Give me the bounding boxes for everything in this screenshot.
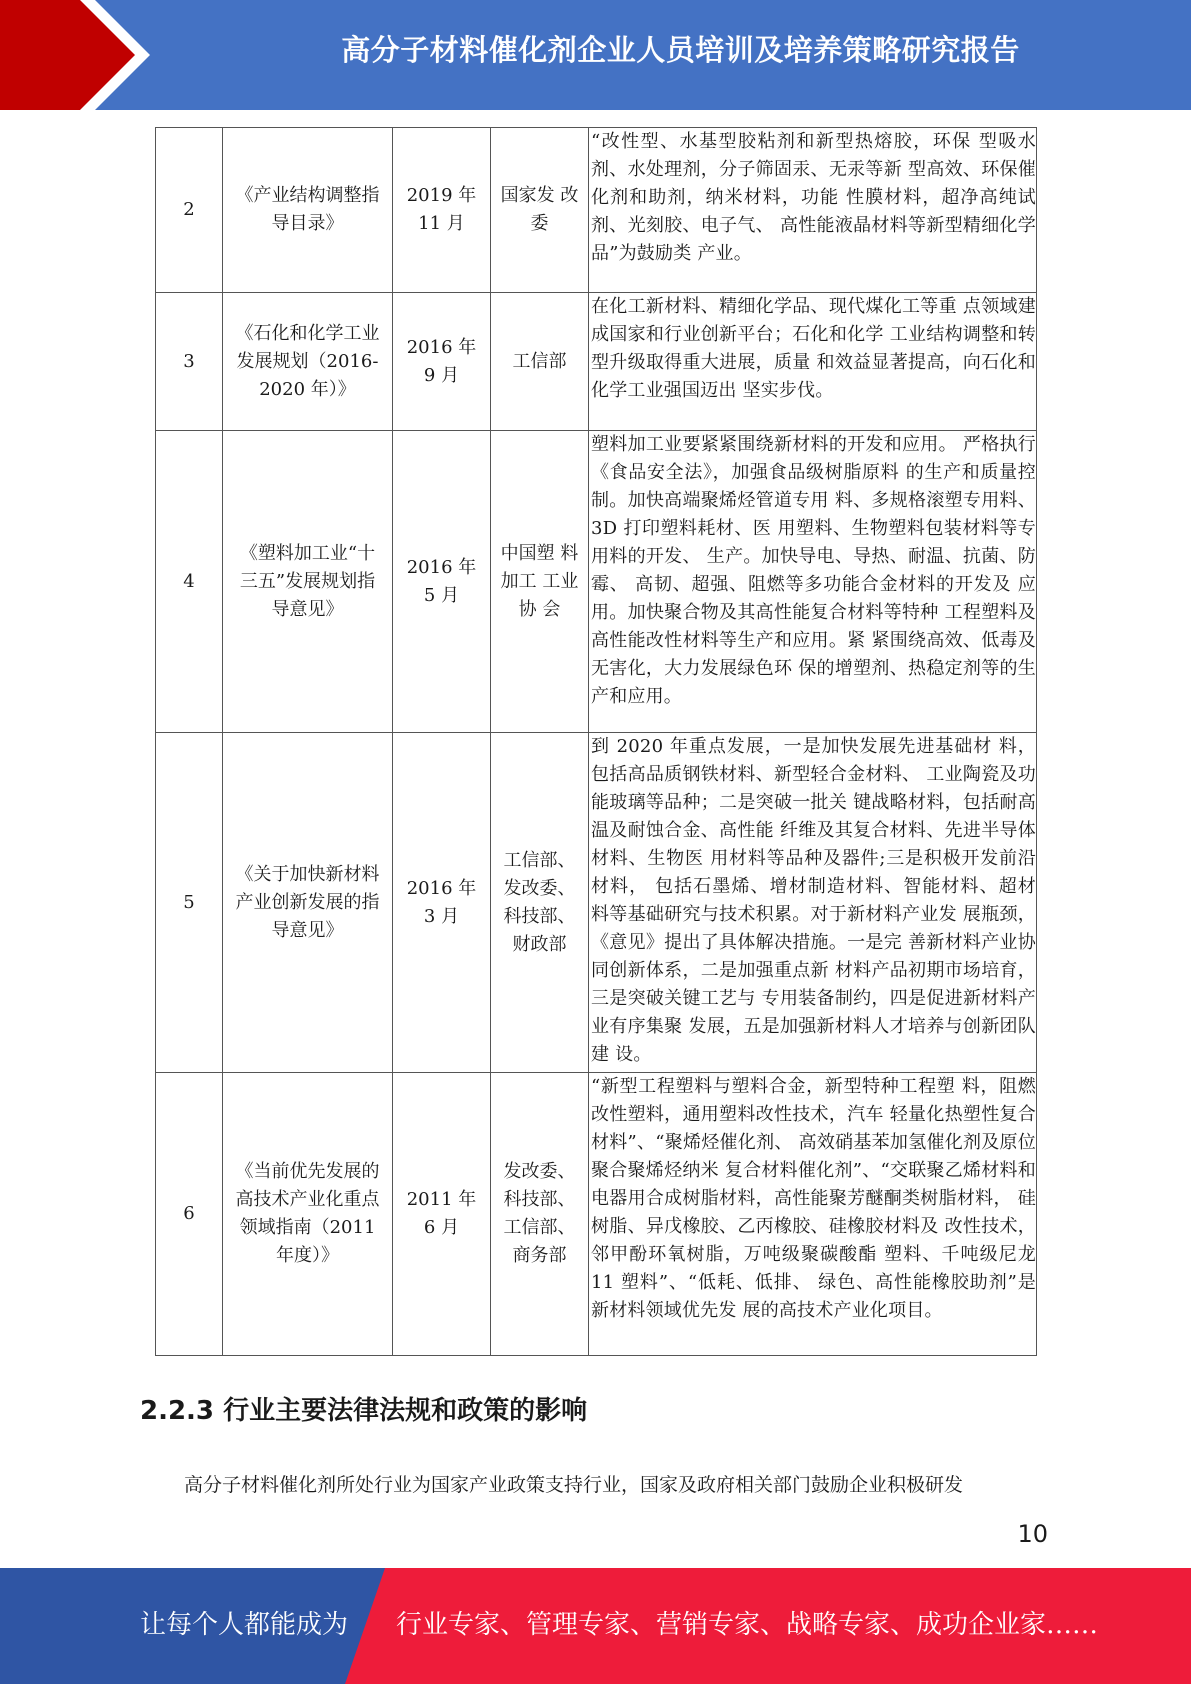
policy-date: 2011 年 6 月 bbox=[393, 1073, 491, 1356]
table-row bbox=[156, 128, 1037, 293]
policy-name: 《塑料加工业“十三五”发展规划指导意见》 bbox=[223, 431, 393, 733]
policy-table bbox=[155, 127, 1037, 1356]
issuing-department: 工信部 bbox=[491, 293, 589, 431]
header-arrow-decoration bbox=[0, 0, 160, 110]
policy-content bbox=[589, 128, 1037, 293]
body-paragraph: 高分子材料催化剂所处行业为国家产业政策支持行业，国家及政府相关部门鼓励企业积极研发 bbox=[184, 1474, 964, 1496]
policy-content-text: 到 2020 年重点发展，一是加快发展先进基础材 料，包括高品质钢铁材料、新型轻合金材料、 工业陶瓷及功能玻璃等品种；二是突破一批关 键战略材料，包括耐高温及耐蚀合金、高性能 纤维及其复合材料、先进半导体材料、生物医 用材料等品种及器件;三是积极开发前沿材料， 包括石墨烯、增材制造材料、智能材料、超材 料等基础研究与技术积累。对于新材料产业发 展瓶颈，《意见》提出了具体解决措施。一是完 善新材料产业协同创新体系，二是加强重点新 材料产品初期市场培育，三是突破关键工艺与 专用装备制约，四是促进新材料产业有序集聚 发展，五是加强新材料人才培养与创新团队建 设。 bbox=[591, 736, 1036, 1065]
row-number: 3 bbox=[156, 293, 223, 431]
row-number: 2 bbox=[156, 128, 223, 293]
footer-slogan-left: 让每个人都能成为 bbox=[140, 1610, 349, 1640]
policy-content-text: 在化工新材料、精细化学品、现代煤化工等重 点领域建成国家和行业创新平台；石化和化学 工业结构调整和转型升级取得重大进展，质量 和效益显著提高，向石化和化学工业强国迈出 坚实步伐。 bbox=[591, 296, 1036, 401]
policy-name: 《当前优先发展的高技术产业化重点领域指南（2011 年度）》 bbox=[223, 1073, 393, 1356]
policy-date: 2016 年 9 月 bbox=[393, 293, 491, 431]
issuing-department: 工信部、发改委、科技部、财政部 bbox=[491, 733, 589, 1073]
row-number: 6 bbox=[156, 1073, 223, 1356]
page-number: 10 bbox=[1017, 1520, 1048, 1548]
issuing-department: 发改委、科技部、工信部、商务部 bbox=[491, 1073, 589, 1356]
policy-date: 2016 年 3 月 bbox=[393, 733, 491, 1073]
issuing-department: 中国塑 料加工 工业协 会 bbox=[491, 431, 589, 733]
policy-name: 《石化和化学工业发展规划（2016-2020 年）》 bbox=[223, 293, 393, 431]
policy-content bbox=[589, 293, 1037, 431]
document-title: 高分子材料催化剂企业人员培训及培养策略研究报告 bbox=[341, 33, 1020, 67]
policy-content bbox=[589, 431, 1037, 733]
table-row bbox=[156, 1073, 1037, 1356]
section-heading: 2.2.3 行业主要法律法规和政策的影响 bbox=[140, 1396, 588, 1426]
policy-content-text: “改性型、水基型胶粘剂和新型热熔胶，环保 型吸水剂、水处理剂，分子筛固汞、无汞等新 型高效、环保催化剂和助剂，纳米材料，功能 性膜材料，超净高纯试剂、光刻胶、电子气、 高性能液晶材料等新型精细化学品”为鼓励类 产业。 bbox=[591, 131, 1036, 264]
page-header bbox=[0, 0, 1191, 110]
table-row bbox=[156, 733, 1037, 1073]
footer-slogan-right: 行业专家、管理专家、营销专家、战略专家、成功企业家…… bbox=[396, 1610, 1099, 1640]
table-row bbox=[156, 293, 1037, 431]
policy-content-text: 塑料加工业要紧紧围绕新材料的开发和应用。 严格执行《食品安全法》，加强食品级树脂原料 的生产和质量控制。加快高端聚烯烃管道专用 料、多规格滚塑专用料、3D 打印塑料耗材、医 用塑料、生物塑料包装材料等专用料的开发、 生产。加快导电、导热、耐温、抗菌、防霉、 高韧、超强、阻燃等多功能合金材料的开发及 应用。加快聚合物及其高性能复合材料等特种 工程塑料及高性能改性材料等生产和应用。紧 紧围绕高效、低毒及无害化，大力发展绿色环 保的增塑剂、热稳定剂等的生产和应用。 bbox=[591, 434, 1036, 707]
policy-table-container bbox=[155, 127, 1036, 1356]
issuing-department: 国家发 改委 bbox=[491, 128, 589, 293]
policy-name: 《关于加快新材料产业创新发展的指导意见》 bbox=[223, 733, 393, 1073]
policy-date: 2016 年 5 月 bbox=[393, 431, 491, 733]
table-row bbox=[156, 431, 1037, 733]
policy-date: 2019 年 11 月 bbox=[393, 128, 491, 293]
policy-content bbox=[589, 1073, 1037, 1356]
policy-content-text: “新型工程塑料与塑料合金，新型特种工程塑 料，阻燃改性塑料，通用塑料改性技术，汽车 轻量化热塑性复合材料”、“聚烯烃催化剂、 高效硝基苯加氢催化剂及原位聚合聚烯烃纳米 复合材料催化剂”、“交联聚乙烯材料和电器用合成树脂材料，高性能聚芳醚酮类树脂材料， 硅树脂、异戊橡胶、乙丙橡胶、硅橡胶材料及 改性技术，邻甲酚环氧树脂，万吨级聚碳酸酯 塑料、千吨级尼龙 11 塑料”、“低耗、低排、 绿色、高性能橡胶助剂”是新材料领域优先发 展的高技术产业化项目。 bbox=[591, 1076, 1036, 1321]
row-number: 5 bbox=[156, 733, 223, 1073]
policy-content bbox=[589, 733, 1037, 1073]
page-footer bbox=[0, 1568, 1191, 1684]
policy-name: 《产业结构调整指导目录》 bbox=[223, 128, 393, 293]
row-number: 4 bbox=[156, 431, 223, 733]
